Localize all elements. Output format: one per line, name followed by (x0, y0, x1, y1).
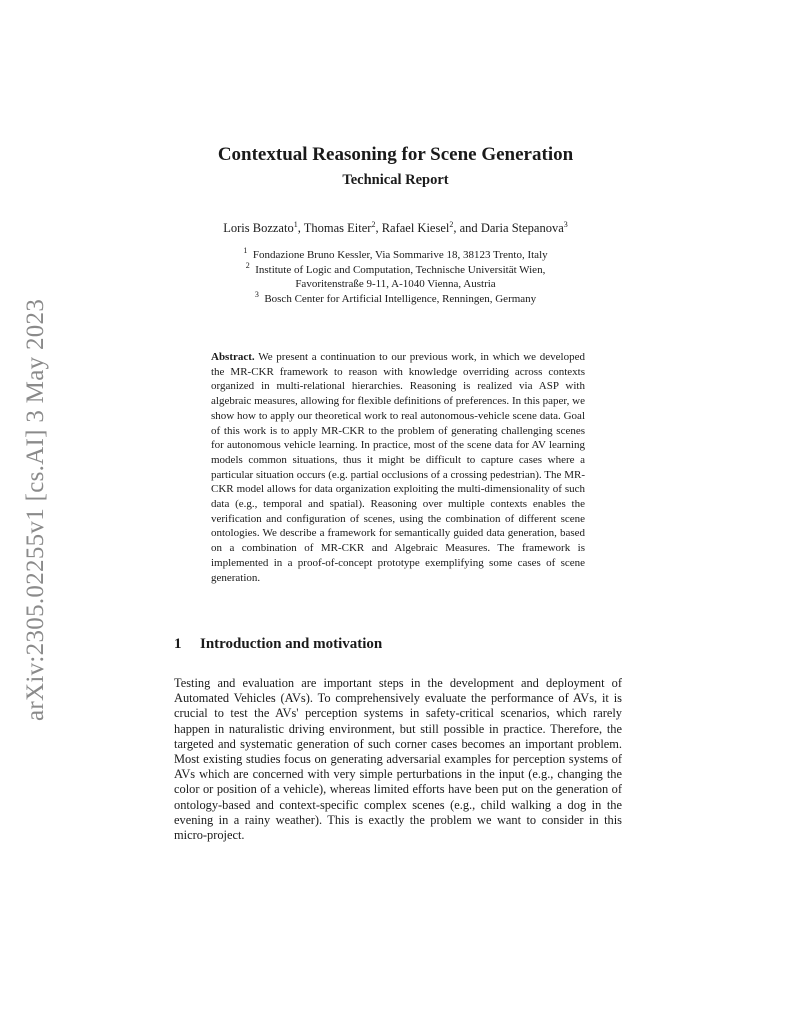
affiliation-mark: 2 (245, 260, 250, 270)
author-separator: , (297, 221, 304, 235)
author-separator: , and (453, 221, 481, 235)
paper-subtitle: Technical Report (342, 172, 449, 188)
author-separator: , (375, 221, 382, 235)
affiliation (0, 277, 791, 292)
affiliation (0, 248, 791, 263)
author-affiliation-mark: 1 (293, 220, 298, 229)
author-affiliation-mark: 2 (371, 220, 376, 229)
affiliation-text: Institute of Logic and Computation, Technische Universität Wien, (255, 263, 546, 276)
author-name: Daria Stepanova (480, 221, 564, 235)
affiliation (0, 260, 791, 278)
arxiv-identifier: arXiv:2305.02255v1 [cs.AI] 3 May 2023 (22, 298, 49, 721)
affiliation-mark: 1 (243, 246, 248, 255)
author-affiliation-mark: 2 (449, 220, 454, 229)
abstract (211, 350, 585, 585)
author-name: Thomas Eiter (303, 221, 372, 235)
author-name: Rafael Kiesel (381, 221, 450, 235)
affiliation (0, 289, 791, 307)
paper-title: Contextual Reasoning for Scene Generation (217, 144, 574, 165)
abstract-label: Abstract. (211, 351, 255, 363)
affiliation-text: Favoritenstraße 9-11, A-1040 Vienna, Austria (295, 278, 496, 290)
author-affiliation-mark: 3 (563, 220, 568, 229)
body-paragraph: Testing and evaluation are important steps in the development and deployment of Automated Vehicles (AVs). To comprehensively evaluate the performance of AVs, it is crucial to test the AVs' perception systems in safety-critical scenarios, which rarely happen in naturalistic driving environment, but still possible in practice. Therefore, the targeted and systematic generation of such corner cases becomes an important problem. Most existing studies focus on generating adversarial examples for perception systems of AVs which are concerned with very simple perturbations in the input (e.g., changing the color or position of a vehicle), whereas limited efforts have been put on the generation of ontology-based and context-specific complex scenes (e.g., child walking a dog in the evening in a rainy weather). This is exactly the problem we want to consider in this micro-project. (174, 676, 622, 843)
abstract-text: We present a continuation to our previous work, in which we developed the MR-CKR framework to reason with knowledge overriding across contexts organized in multi-relational hierarchies. Reasoning is realized via ASP with algebraic measures, allowing for flexible definitions of preferences. In this paper, we show how to apply our theoretical work to real autonomous-vehicle scene data. Goal of this work is to apply MR-CKR to the problem of generating challenging scenes for autonomous vehicle learning. In practice, most of the scene data for AV learning models common situations, thus it might be difficult to capture cases where a particular situation occurs (e.g. partial occlusions of a crossing pedestrian). The MR-CKR model allows for data organization exploiting the multi-dimensionality of such data (e.g., temporal and spatial). Reasoning over multiple contexts enables the verification and configuration of scenes, using the combination of different scene ontologies. We describe a framework for semantically guided data generation, based on a combination of MR-CKR and Algebraic Measures. The framework is implemented in a proof-of-concept prototype exemplifying some cases of scene generation. (211, 351, 585, 584)
section-number: 1 (174, 636, 182, 652)
affiliation-mark: 3 (254, 289, 259, 299)
affiliation-text: Fondazione Bruno Kessler, Via Sommarive 18, 38123 Trento, Italy (252, 249, 548, 261)
author-list (0, 221, 791, 236)
author-name: Loris Bozzato (223, 221, 294, 235)
section-title: Introduction and motivation (200, 636, 383, 652)
section-heading (174, 636, 382, 653)
affiliation-text: Bosch Center for Artificial Intelligence, Renningen, Germany (264, 292, 537, 305)
affiliation-list (0, 248, 791, 306)
